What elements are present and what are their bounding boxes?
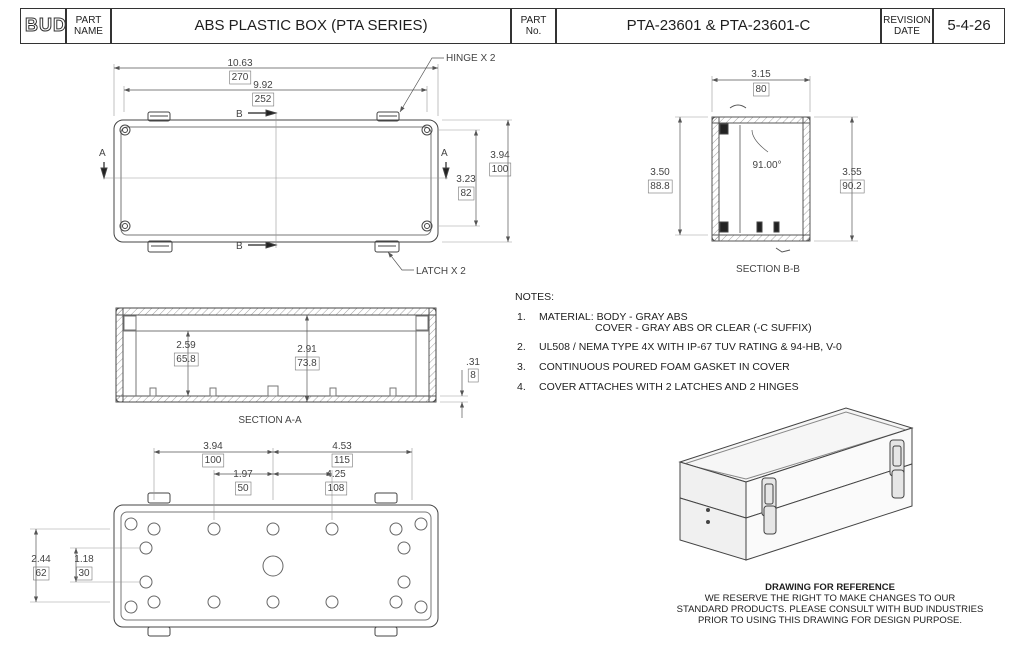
section-mark-b-bottom: B	[236, 241, 243, 252]
note-1-line1: MATERIAL: BODY - GRAY ABS	[539, 311, 688, 323]
note-4-number: 4.	[517, 381, 526, 393]
dim-aa-overall-depth: 2.91	[297, 344, 317, 355]
isometric-box-illustration	[680, 408, 912, 560]
section-bb-dim-text	[648, 69, 864, 275]
section-aa-outline	[116, 308, 436, 402]
notes-heading: NOTES:	[515, 291, 555, 303]
reference-line-2: STANDARD PRODUCTS. PLEASE CONSULT WITH BUD INDUSTRIES	[676, 604, 984, 615]
dim-bottom-c-mm: 50	[237, 483, 249, 494]
section-mark-a-right: A	[441, 148, 448, 159]
part-name: ABS PLASTIC BOX (PTA SERIES)	[194, 17, 428, 34]
dim-inner-width: 3.23	[456, 174, 476, 185]
latch-icons	[148, 241, 399, 252]
dim-bb-width-mm: 80	[755, 84, 767, 95]
dim-overall-length: 10.63	[227, 58, 253, 69]
dim-bb-width: 3.15	[751, 69, 771, 80]
dim-bottom-b: 4.53	[332, 441, 352, 452]
dim-aa-inner-depth: 2.59	[176, 340, 196, 351]
part-name-label-line2: NAME	[74, 26, 103, 37]
dim-bottom-f: 1.18	[74, 554, 94, 565]
dim-aa-inner-depth-mm: 65.8	[176, 354, 196, 365]
dim-bottom-d: 4.25	[326, 469, 346, 480]
note-4-line1: COVER ATTACHES WITH 2 LATCHES AND 2 HINGES	[539, 381, 799, 393]
part-name-label-line1: PART	[75, 15, 102, 26]
note-3-line1: CONTINUOUS POURED FOAM GASKET IN COVER	[539, 361, 790, 373]
dim-bb-angle: 91.00°	[752, 160, 782, 171]
reference-disclaimer	[650, 582, 1010, 626]
dim-bottom-c: 1.97	[233, 469, 253, 480]
note-1-number: 1.	[517, 311, 526, 323]
dim-bottom-e-mm: 62	[35, 568, 47, 579]
revision-date: 5-4-26	[947, 17, 991, 34]
part-no-label-line1: PART	[520, 15, 547, 26]
dim-overall-width-mm: 100	[491, 164, 509, 175]
top-view-dim-text	[99, 53, 511, 277]
dim-bb-left-height: 3.50	[650, 167, 670, 178]
dim-bottom-a-mm: 100	[204, 455, 222, 466]
section-aa-label: SECTION A-A	[238, 415, 302, 426]
reference-line-3: PRIOR TO USING THIS DRAWING FOR DESIGN PURPOSE.	[697, 615, 963, 626]
dim-aa-overall-depth-mm: 73.8	[297, 358, 317, 369]
bud-logo: BUD	[25, 15, 67, 35]
dim-bottom-a: 3.94	[203, 441, 223, 452]
latch-callout: LATCH X 2	[416, 266, 466, 277]
dim-bottom-e: 2.44	[31, 554, 51, 565]
note-2-line1: UL508 / NEMA TYPE 4X WITH IP-67 TUV RATING & 94-HB, V-0	[539, 341, 842, 353]
dim-aa-floor-mm: 8	[470, 370, 476, 381]
dim-bb-right-height-mm: 90.2	[842, 181, 862, 192]
note-3-number: 3.	[517, 361, 526, 373]
dim-bb-right-height: 3.55	[842, 167, 862, 178]
dim-bottom-d-mm: 108	[327, 483, 345, 494]
part-no-label-line2: No.	[525, 26, 542, 37]
part-number: PTA-23601 & PTA-23601-C	[626, 17, 811, 34]
dim-aa-floor: .31	[466, 357, 480, 368]
top-view	[101, 58, 512, 270]
dim-hinge-spacing-mm: 252	[254, 94, 272, 105]
revision-label-line1: REVISION	[883, 15, 931, 26]
dim-bb-left-height-mm: 88.8	[650, 181, 670, 192]
note-1-line2: COVER - GRAY ABS OR CLEAR (-C SUFFIX)	[595, 322, 812, 334]
dim-inner-width-mm: 82	[460, 188, 472, 199]
dim-overall-width: 3.94	[490, 150, 510, 161]
dim-hinge-spacing: 9.92	[253, 80, 273, 91]
section-aa-view	[116, 308, 468, 418]
section-mark-b-top: B	[236, 109, 243, 120]
dim-bottom-b-mm: 115	[334, 455, 350, 466]
reference-line-1: WE RESERVE THE RIGHT TO MAKE CHANGES TO OUR	[704, 593, 956, 604]
section-bb-label: SECTION B-B	[736, 264, 800, 275]
note-2-number: 2.	[517, 341, 526, 353]
revision-label-line2: DATE	[894, 26, 920, 37]
mounting-boss-icons	[125, 518, 427, 613]
bottom-view-dim-text	[31, 441, 352, 580]
reference-heading: DRAWING FOR REFERENCE	[765, 582, 895, 593]
dim-bottom-f-mm: 30	[78, 568, 90, 579]
section-mark-a-left: A	[99, 148, 106, 159]
dim-overall-length-mm: 270	[231, 72, 249, 83]
hinge-callout: HINGE X 2	[446, 53, 496, 64]
